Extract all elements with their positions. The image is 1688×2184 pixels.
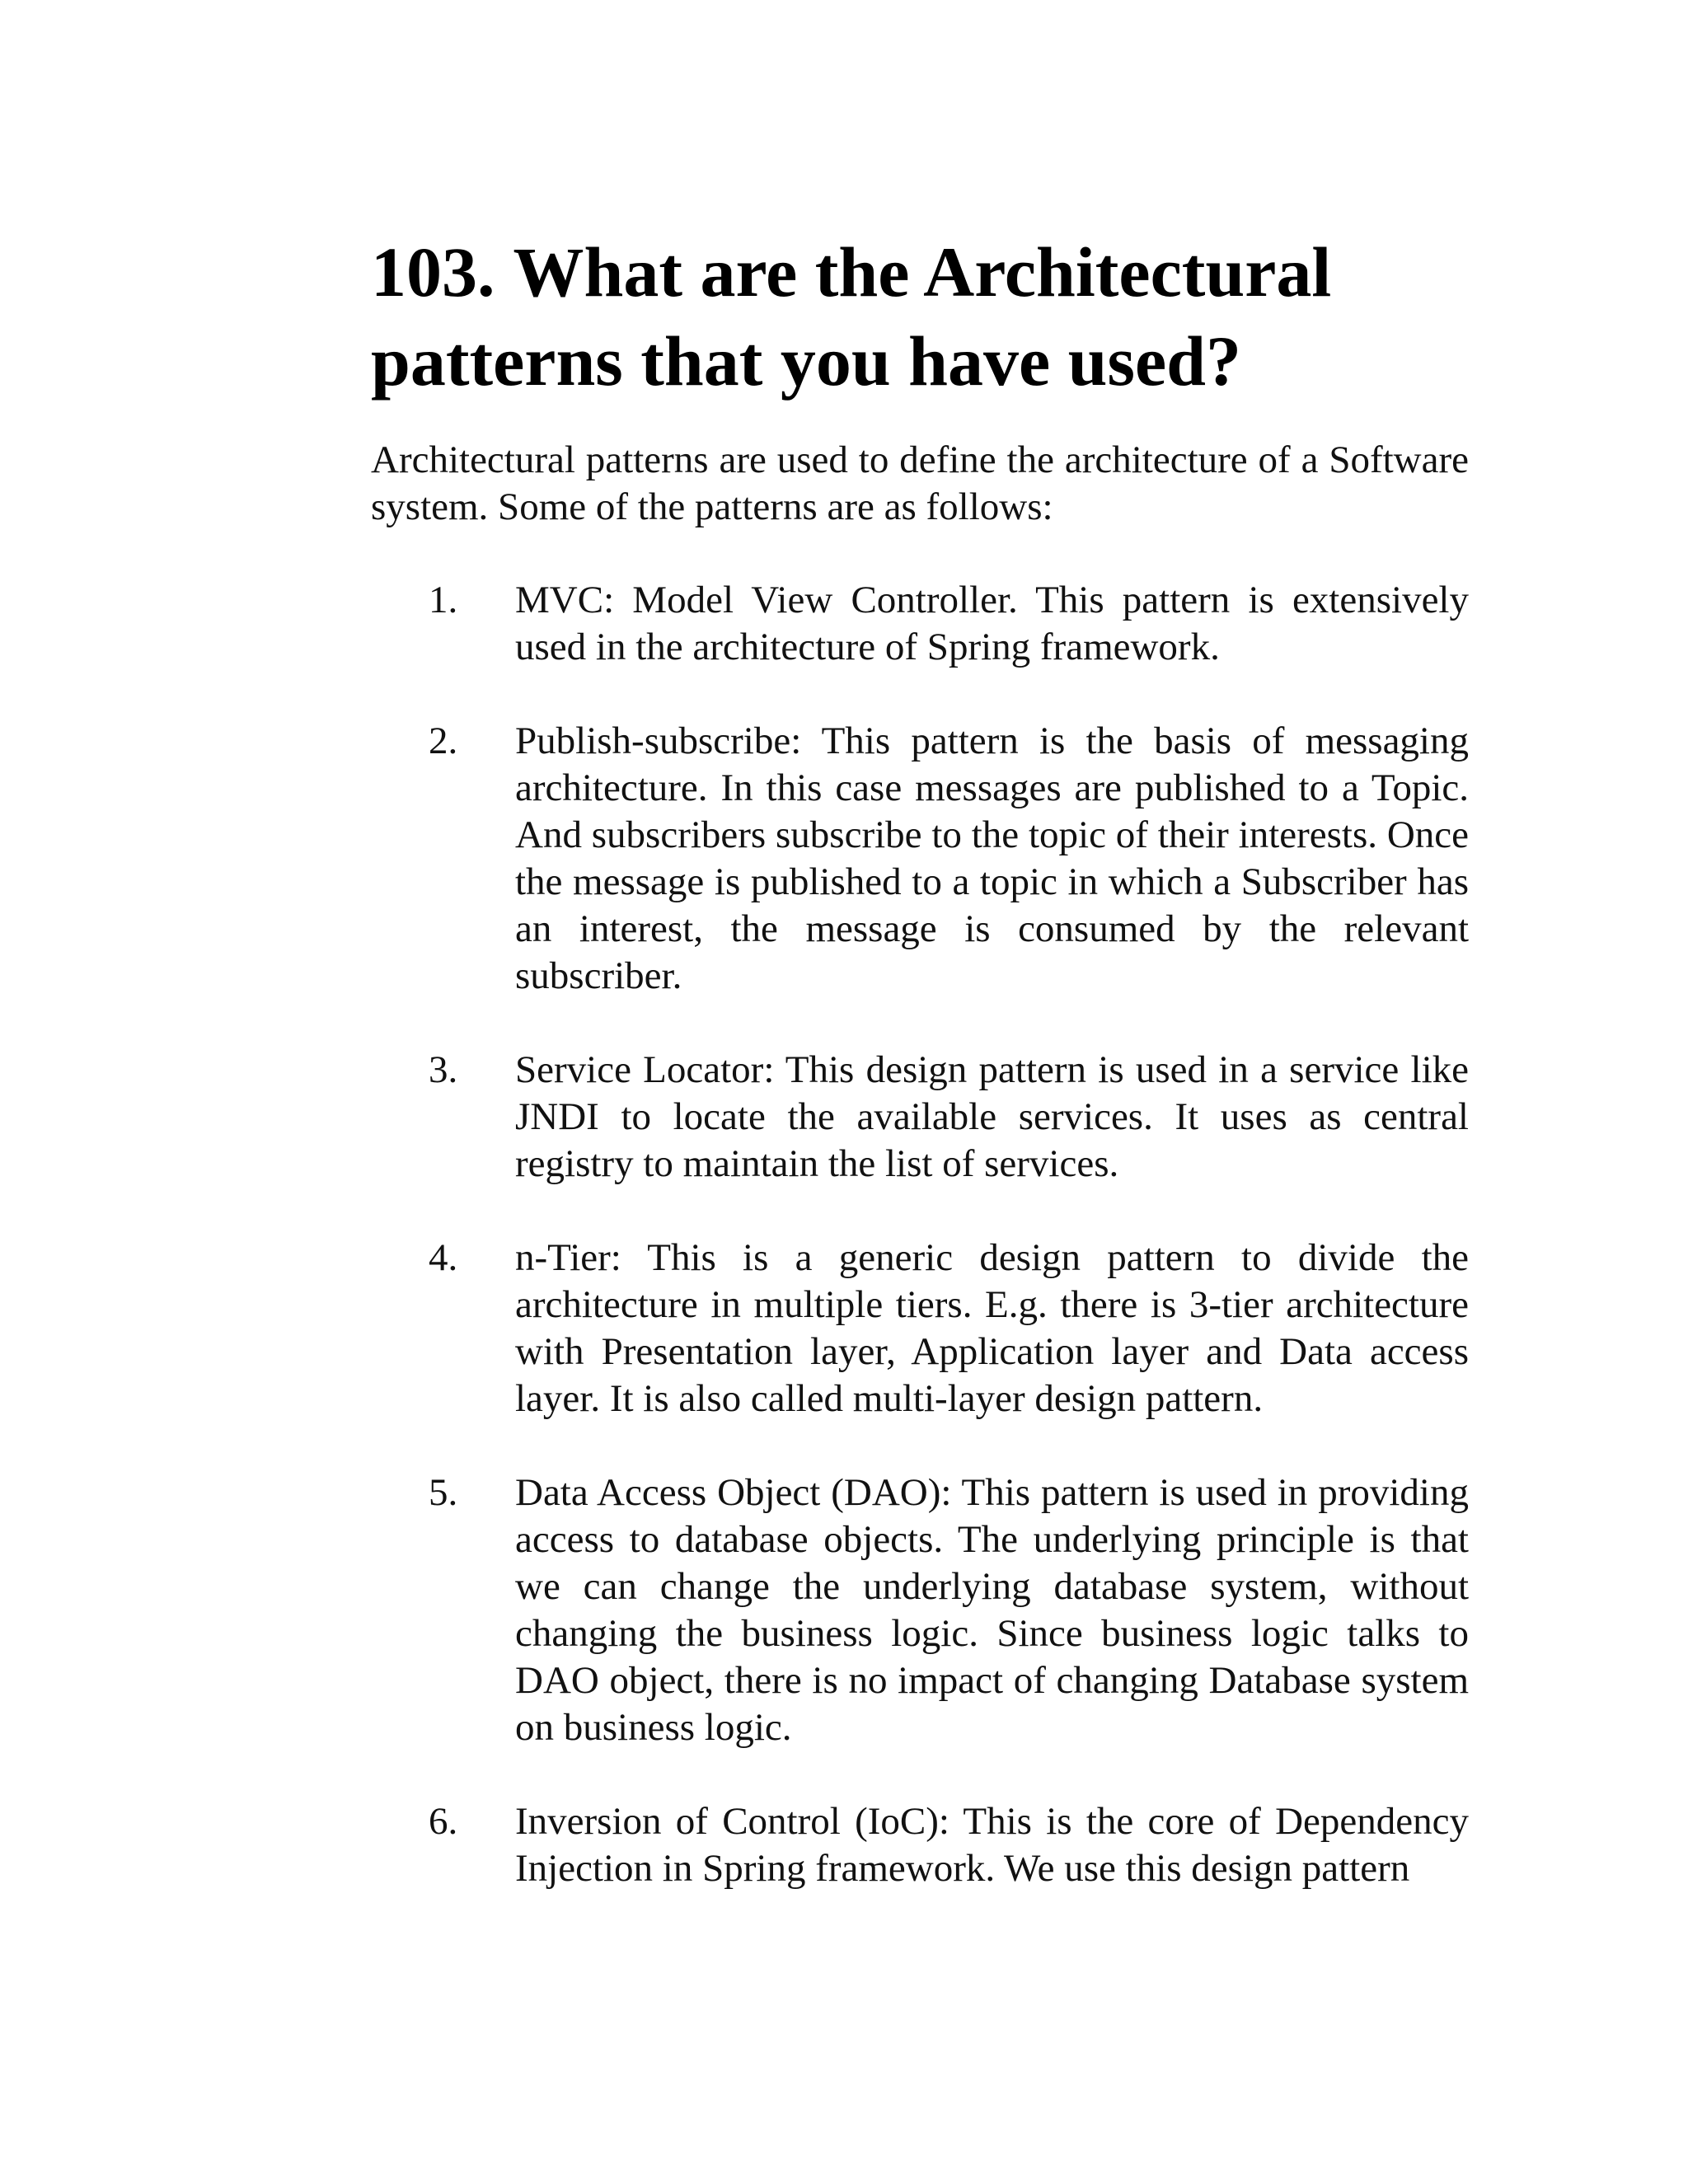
list-item [371,1047,1469,1188]
list-item [371,1798,1469,1892]
list-item [371,1469,1469,1751]
list-item-text: Data Access Object (DAO): This pattern is used in providing access to database objects. The underlying principle is that we can change the underlying database system, without changing the business logic. Since business logic talks to DAO object, there is no impact of changing Database system on business logic. [515,1471,1469,1749]
pattern-list [371,577,1469,1939]
list-item-text: MVC: Model View Controller. This pattern is extensively used in the architecture of Spring framework. [515,579,1469,668]
list-item [371,1235,1469,1422]
list-item-number: 5. [429,1471,458,1514]
list-item-number: 3. [429,1048,458,1091]
list-item [371,577,1469,671]
list-item-number: 6. [429,1800,458,1843]
list-item-number: 4. [429,1236,458,1279]
question-title: What are the Architectural patterns that you have used? [371,232,1332,401]
list-item-text: Inversion of Control (IoC): This is the core of Dependency Injection in Spring framework. We use this design pattern [515,1800,1469,1890]
question-heading [371,227,1525,405]
list-item-text: Service Locator: This design pattern is used in a service like JNDI to locate the available services. It uses as central registry to maintain the list of services. [515,1048,1469,1185]
list-item-number: 2. [429,719,458,762]
list-item [371,718,1469,1000]
list-item-text: n-Tier: This is a generic design pattern to divide the architecture in multiple tiers. E.g. there is 3-tier architecture with Presentation layer, Application layer and Data access layer. It is also called multi-layer design pattern. [515,1236,1469,1420]
intro-paragraph: Architectural patterns are used to define the architecture of a Software system. Some of the patterns are as follows: [371,438,1469,528]
list-item-text: Publish-subscribe: This pattern is the basis of messaging architecture. In this case messages are published to a Topic. And subscribers subscribe to the topic of their interests. Once the message is published to a topic in which a Subscriber has an interest, the message is consumed by the relevant subscriber. [515,719,1469,997]
question-number: 103. [371,232,495,312]
list-item-number: 1. [429,579,458,621]
